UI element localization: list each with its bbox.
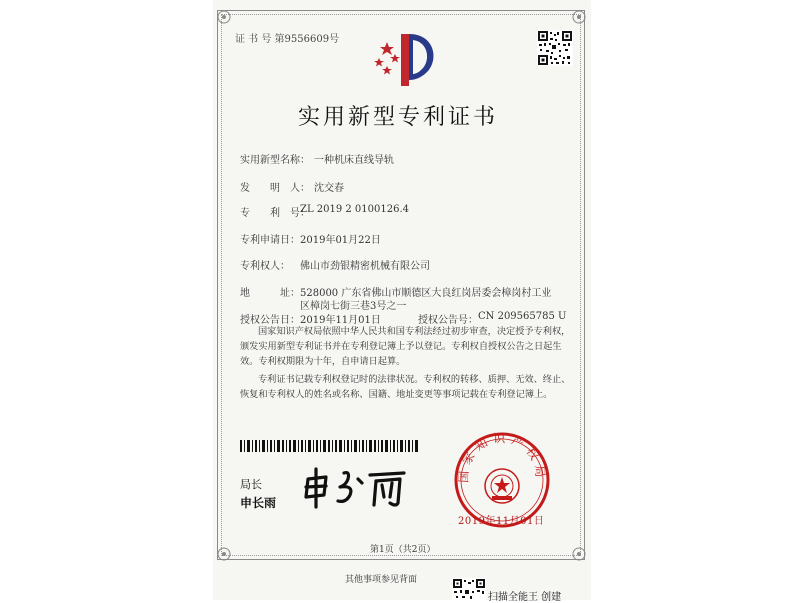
field-label-patentee: 专利权人： [240, 261, 290, 272]
camscanner-qr-icon [452, 578, 486, 600]
camscanner-label: 扫描全能王 创建 [488, 592, 562, 603]
corner-ornament-icon [214, 544, 234, 564]
certificate-title: 实用新型专利证书 [298, 105, 499, 130]
director-name: 申长雨 [240, 496, 277, 510]
field-value-utility-name: 一种机床直线导轨 [314, 155, 394, 166]
corner-ornament-icon [569, 544, 589, 564]
footer-note: 其他事项参见背面 [345, 575, 418, 585]
field-value-inventor: 沈交春 [314, 183, 344, 194]
field-label-address: 地 址： [240, 288, 300, 299]
corner-ornament-icon [214, 7, 234, 27]
field-label-grant-date: 授权公告日： [240, 315, 300, 326]
field-value-application-date: 2019年01月22日 [300, 235, 381, 246]
seal-date: 2019年11月01日 [458, 516, 545, 527]
cnipa-logo-icon [365, 30, 443, 88]
field-label-utility-name: 实用新型名称： [240, 155, 310, 166]
legal-paragraph-2: 专利证书记载专利权登记时的法律状况。专利权的转移、质押、无效、终止、恢复和专利权人的姓名或名称、国籍、地址变更等事项记载在专利登记簿上。 [240, 374, 571, 400]
legal-paragraph-1: 国家知识产权局依照中华人民共和国专利法经过初步审查，决定授予专利权，颁发实用新型专利证书并在专利登记簿上予以登记。专利权自授权公告之日起生效。专利权期限为十年，自申请日起算。 [240, 326, 571, 367]
field-value-patentee: 佛山市劲银精密机械有限公司 [300, 261, 430, 272]
field-value-patent-number: ZL 2019 2 0100126.4 [300, 204, 410, 215]
field-value-grant-date: 2019年11月01日 [300, 315, 381, 326]
director-title-label: 局长 [240, 478, 262, 491]
field-value-address-line2: 区樟岗七街三巷3号之一 [300, 301, 407, 312]
page-number: 第1页（共2页） [370, 545, 436, 555]
field-label-patent-number: 专 利 号： [240, 208, 310, 219]
field-label-grant-number: 授权公告号： [418, 315, 478, 326]
qr-code-icon [537, 30, 573, 66]
field-value-grant-number: CN 209565785 U [478, 311, 567, 322]
field-label-inventor: 发 明 人： [240, 183, 310, 194]
seal-text: 国家知识产权局 [456, 431, 548, 484]
field-value-address-line1: 528000 广东省佛山市顺德区大良红岗居委会樟岗村工业 [300, 288, 552, 299]
director-signature-icon [300, 465, 415, 510]
certificate-number: 证 书 号 第9556609号 [235, 34, 340, 45]
barcode-icon [240, 440, 418, 452]
field-label-application-date: 专利申请日： [240, 235, 300, 246]
corner-ornament-icon [569, 7, 589, 27]
